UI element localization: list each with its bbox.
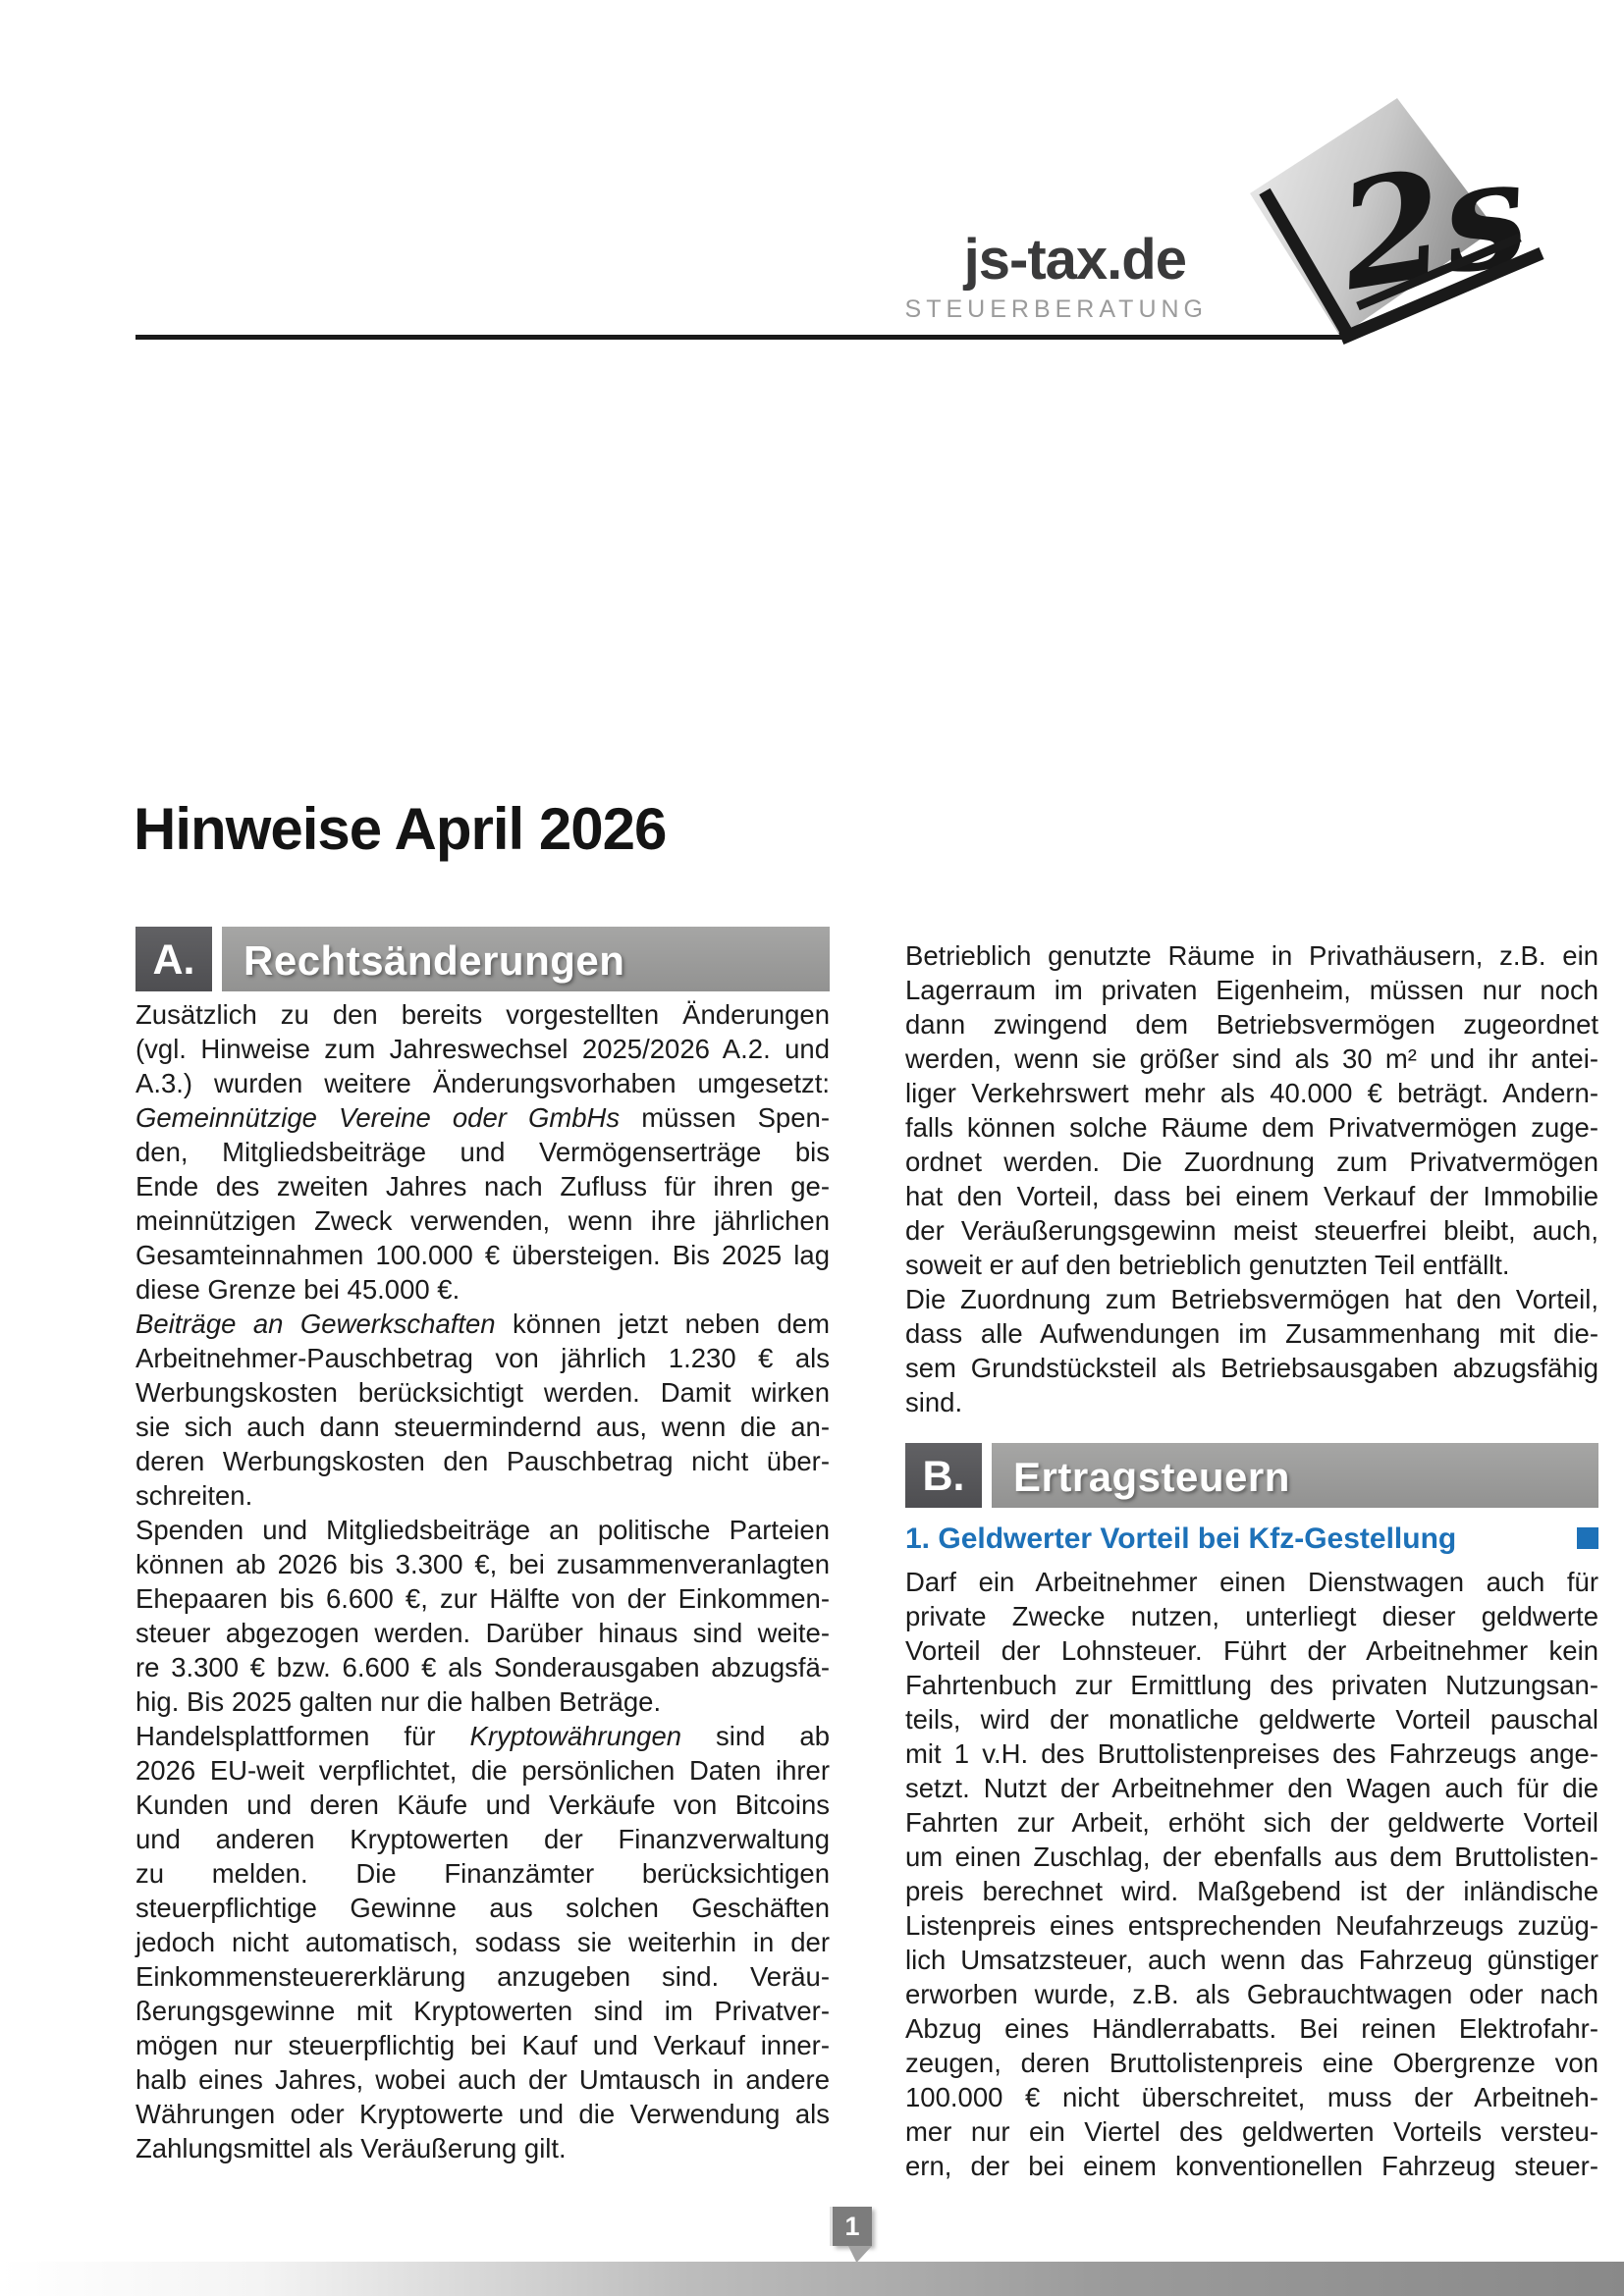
text-run: Betrieblich genutzte Räume in Privathäusern, z.B. ein: [905, 940, 1598, 971]
text-line: [135, 1169, 830, 1203]
text-run: Abzug eines Händlerrabatts. Bei reinen Elektrofahr-: [905, 2013, 1598, 2044]
text-line: [905, 1840, 1598, 1874]
text-line: [135, 1822, 830, 1856]
text-line: [905, 2011, 1598, 2046]
text-run: hig. Bis 2025 galten nur die halben Beträge.: [135, 1686, 662, 1717]
text-line: [135, 1444, 830, 1478]
text-line: [135, 1272, 830, 1307]
text-line: [905, 1179, 1598, 1213]
text-line: [135, 1788, 830, 1822]
text-run: teils, wird der monatliche geldwerte Vorteil pauschal: [905, 1704, 1598, 1735]
text-line: [905, 1282, 1598, 1316]
text-run: mer nur ein Viertel des geldwerten Vorteils versteu-: [905, 2116, 1598, 2147]
emphasized-text: Gemeinnützige Vereine oder GmbHs: [135, 1102, 621, 1133]
text-run: können jetzt neben dem: [495, 1308, 831, 1339]
text-line: [135, 1375, 830, 1410]
text-line: [135, 1994, 830, 2028]
text-run: Währungen oder Kryptowerte und die Verwendung als: [135, 2099, 830, 2129]
text-line: [905, 1385, 1598, 1419]
text-line: [135, 1684, 830, 1719]
text-line: [135, 1410, 830, 1444]
text-line: [135, 1032, 830, 1066]
text-run: zeugen, deren Bruttolistenpreis eine Obergrenze von: [905, 2048, 1598, 2078]
text-run: Einkommensteuererklärung anzugeben sind. Veräu-: [135, 1961, 830, 1992]
page-number-pointer-icon: [848, 2246, 872, 2263]
text-line: [135, 2028, 830, 2062]
text-run: erworben wurde, z.B. als Gebrauchtwagen oder nach: [905, 1979, 1598, 2009]
text-run: Vorteil der Lohnsteuer. Führt der Arbeitnehmer kein: [905, 1635, 1598, 1666]
text-line: [905, 1145, 1598, 1179]
text-run: Gesamteinnahmen 100.000 € übersteigen. Bis 2025 lag: [135, 1240, 830, 1270]
text-line: [135, 1959, 830, 1994]
section-title: Ertragsteuern: [992, 1443, 1598, 1508]
logo-monogram: 2s: [1327, 124, 1539, 325]
text-line: [135, 2097, 830, 2131]
emphasized-text: Kryptowährungen: [469, 1721, 682, 1751]
text-line: [905, 1076, 1598, 1110]
text-run: meinnützigen Zweck verwenden, wenn ihre jährlichen: [135, 1205, 830, 1236]
text-line: [135, 1925, 830, 1959]
text-run: dann zwingend dem Betriebsvermögen zugeordnet: [905, 1009, 1598, 1040]
text-line: [905, 1633, 1598, 1668]
text-run: Darf ein Arbeitnehmer einen Dienstwagen auch für: [905, 1567, 1598, 1597]
text-run: Zusätzlich zu den bereits vorgestellten Änderungen: [135, 999, 830, 1030]
text-line: [905, 1248, 1598, 1282]
text-line: [905, 1668, 1598, 1702]
text-run: 2026 EU-weit verpflichtet, die persönlichen Daten ihrer: [135, 1755, 830, 1786]
text-line: [135, 1856, 830, 1891]
text-line: [905, 1316, 1598, 1351]
text-run: Listenpreis eines entsprechenden Neufahrzeugs zuzüg-: [905, 1910, 1598, 1941]
text-run: falls können solche Räume dem Privatvermögen zuge-: [905, 1112, 1598, 1143]
text-line: [905, 1041, 1598, 1076]
text-run: jedoch nicht automatisch, sodass sie weiterhin in der: [135, 1927, 830, 1957]
text-line: [135, 2131, 830, 2165]
text-line: [905, 1736, 1598, 1771]
text-line: [905, 2046, 1598, 2080]
text-run: dass alle Aufwendungen im Zusammenhang mit die-: [905, 1318, 1598, 1349]
text-line: [905, 1908, 1598, 1943]
text-line: [135, 1719, 830, 1753]
text-run: zu melden. Die Finanzämter berücksichtigen: [135, 1858, 830, 1889]
text-line: [135, 2062, 830, 2097]
paragraph: [905, 1565, 1598, 2183]
text-line: [135, 1753, 830, 1788]
text-run: Lagerraum im privaten Eigenheim, müssen nur noch: [905, 975, 1598, 1005]
brand-logo-icon: [1159, 59, 1571, 373]
text-run: Fahrtenbuch zur Ermittlung des privaten Nutzungsan-: [905, 1670, 1598, 1700]
text-run: um einen Zuschlag, der ebenfalls aus dem Bruttolisten-: [905, 1842, 1598, 1872]
text-run: Arbeitnehmer-Pauschbetrag von jährlich 1.230 € als: [135, 1343, 830, 1373]
text-line: [135, 1891, 830, 1925]
text-line: [135, 1581, 830, 1616]
text-run: der Veräußerungsgewinn meist steuerfrei bleibt, auch,: [905, 1215, 1598, 1246]
text-line: [135, 1066, 830, 1100]
text-run: sind ab: [681, 1721, 830, 1751]
text-run: Ende des zweiten Jahres nach Zufluss für ihren ge-: [135, 1171, 830, 1201]
text-run: den, Mitgliedsbeiträge und Vermögenserträge bis: [135, 1137, 830, 1167]
text-line: [905, 1805, 1598, 1840]
text-line: [905, 1599, 1598, 1633]
text-run: Fahrten zur Arbeit, erhöht sich der geldwerte Vorteil: [905, 1807, 1598, 1838]
paragraph: [905, 938, 1598, 1419]
page-number-badge: 1: [833, 2207, 872, 2246]
text-line: [135, 1203, 830, 1238]
subsection-title: 1. Geldwerter Vorteil bei Kfz-Gestellung: [905, 1522, 1457, 1555]
text-run: mögen nur steuerpflichtig bei Kauf und Verkauf inner-: [135, 2030, 830, 2060]
text-line: [905, 1702, 1598, 1736]
section-index: B.: [905, 1443, 982, 1508]
text-run: und anderen Kryptowerten der Finanzverwaltung: [135, 1824, 830, 1854]
text-run: soweit er auf den betrieblich genutzten Teil entfällt.: [905, 1250, 1510, 1280]
left-column: [135, 927, 830, 2165]
text-run: Die Zuordnung zum Betriebsvermögen hat den Vorteil,: [905, 1284, 1598, 1314]
header-rule: [135, 335, 1349, 340]
text-run: Zahlungsmittel als Veräußerung gilt.: [135, 2133, 567, 2163]
text-line: [905, 2080, 1598, 2114]
text-run: Kunden und deren Käufe und Verkäufe von Bitcoins: [135, 1789, 830, 1820]
text-line: [905, 1565, 1598, 1599]
text-run: schreiten.: [135, 1480, 253, 1511]
text-line: [135, 997, 830, 1032]
text-run: halb eines Jahres, wobei auch der Umtausch in andere: [135, 2064, 830, 2095]
section-heading-bar: [905, 1443, 1598, 1508]
text-run: re 3.300 € bzw. 6.600 € als Sonderausgaben abzugsfä-: [135, 1652, 830, 1682]
text-line: [135, 1135, 830, 1169]
text-run: können ab 2026 bis 3.300 €, bei zusammenveranlagten: [135, 1549, 830, 1579]
text-run: diese Grenze bei 45.000 €.: [135, 1274, 460, 1305]
text-run: sem Grundstücksteil als Betriebsausgaben abzugsfähig: [905, 1353, 1598, 1383]
text-run: sie sich auch dann steuermindernd aus, wenn die an-: [135, 1412, 830, 1442]
text-run: setzt. Nutzt der Arbeitnehmer den Wagen auch für die: [905, 1773, 1598, 1803]
text-run: hat den Vorteil, dass bei einem Verkauf der Immobilie: [905, 1181, 1598, 1211]
page-title: Hinweise April 2026: [134, 796, 667, 862]
text-line: [905, 1213, 1598, 1248]
text-run: Spenden und Mitgliedsbeiträge an politische Parteien: [135, 1515, 830, 1545]
text-run: müssen Spen-: [620, 1102, 830, 1133]
text-line: [905, 1771, 1598, 1805]
emphasized-text: Beiträge an Gewerkschaften: [135, 1308, 496, 1339]
text-line: [905, 1874, 1598, 1908]
text-run: 100.000 € nicht überschreitet, muss der Arbeitneh-: [905, 2082, 1598, 2112]
text-line: [905, 973, 1598, 1007]
text-run: private Zwecke nutzen, unterliegt dieser geldwerte: [905, 1601, 1598, 1631]
text-run: mit 1 v.H. des Bruttolistenpreises des Fahrzeugs ange-: [905, 1738, 1598, 1769]
text-line: [905, 1943, 1598, 1977]
text-line: [905, 1110, 1598, 1145]
text-run: Handelsplattformen für: [135, 1721, 470, 1751]
footer-gradient-bar: [0, 2262, 1624, 2296]
text-line: [905, 1977, 1598, 2011]
text-run: liger Verkehrswert mehr als 40.000 € beträgt. Andern-: [905, 1078, 1598, 1108]
section-heading-bar: [135, 927, 830, 991]
section-title: Rechtsänderungen: [222, 927, 830, 991]
text-run: ordnet werden. Die Zuordnung zum Privatvermögen: [905, 1147, 1598, 1177]
text-run: Ehepaaren bis 6.600 €, zur Hälfte von der Einkommen-: [135, 1583, 830, 1614]
text-run: ßerungsgewinne mit Kryptowerten sind im Privatver-: [135, 1996, 830, 2026]
subsection-marker-square: [1577, 1527, 1598, 1549]
text-line: [905, 1351, 1598, 1385]
text-line: [135, 1341, 830, 1375]
text-line: [905, 2114, 1598, 2149]
section-index: A.: [135, 927, 212, 991]
text-line: [135, 1238, 830, 1272]
brand-block: [904, 228, 1208, 323]
text-run: A.3.) wurden weitere Änderungsvorhaben umgesetzt:: [135, 1068, 830, 1098]
text-line: [905, 1007, 1598, 1041]
text-line: [135, 1547, 830, 1581]
text-run: lich Umsatzsteuer, auch wenn das Fahrzeug günstiger: [905, 1945, 1598, 1975]
paragraph: [135, 997, 830, 2165]
text-line: [905, 938, 1598, 973]
right-column: [905, 927, 1598, 2183]
text-run: werden, wenn sie größer sind als 30 m² und ihr antei-: [905, 1043, 1598, 1074]
text-run: sind.: [905, 1387, 963, 1417]
brand-subtitle: STEUERBERATUNG: [904, 295, 1208, 323]
text-run: Werbungskosten berücksichtigt werden. Damit wirken: [135, 1377, 830, 1408]
text-line: [135, 1616, 830, 1650]
text-line: [135, 1100, 830, 1135]
text-line: [905, 2149, 1598, 2183]
text-run: steuer abgezogen werden. Darüber hinaus sind weite-: [135, 1618, 830, 1648]
text-line: [135, 1307, 830, 1341]
text-run: (vgl. Hinweise zum Jahreswechsel 2025/2026 A.2. und: [135, 1034, 830, 1064]
text-run: steuerpflichtige Gewinne aus solchen Geschäften: [135, 1893, 830, 1923]
text-line: [135, 1650, 830, 1684]
text-run: ern, der bei einem konventionellen Fahrzeug steuer-: [905, 2151, 1598, 2181]
text-line: [135, 1513, 830, 1547]
subsection-heading: [905, 1518, 1598, 1559]
brand-name: js-tax.de: [963, 228, 1186, 292]
text-run: deren Werbungskosten den Pauschbetrag nicht über-: [135, 1446, 830, 1476]
text-run: preis berechnet wird. Maßgebend ist der inländische: [905, 1876, 1598, 1906]
text-line: [135, 1478, 830, 1513]
